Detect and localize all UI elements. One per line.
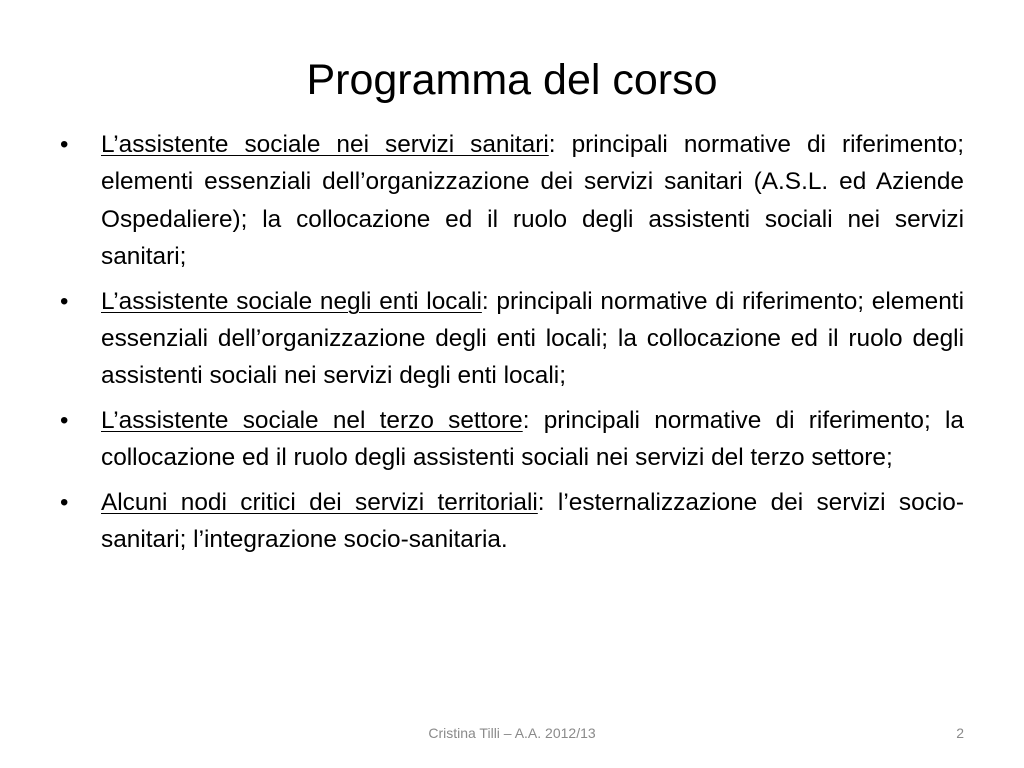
bullet-item (60, 402, 964, 477)
bullet-heading: L’assistente sociale nei servizi sanitari (101, 131, 549, 158)
bullet-heading: Alcuni nodi critici dei servizi territoriali (101, 488, 538, 516)
bullet-heading: L’assistente sociale nel terzo settore (101, 406, 523, 434)
bullet-heading: L’assistente sociale negli enti locali (101, 287, 482, 315)
bullet-text: l’esternalizzazione dei servizi socio-sanitari; l’integrazione socio-sanitaria. (101, 488, 964, 554)
bullet-separator: : (522, 406, 530, 434)
bullet-separator: : (548, 131, 556, 158)
bullet-icon: • (60, 488, 69, 516)
bullet-list (60, 126, 964, 565)
bullet-icon: • (60, 406, 69, 434)
bullet-item (60, 484, 964, 559)
slide-title: Programma del corso (306, 56, 718, 104)
bullet-text: principali normative di riferimento; la collocazione ed il ruolo degli assistenti sociali nei servizi del terzo settore; (101, 406, 965, 472)
footer-author: Cristina Tilli – A.A. 2012/13 (428, 725, 596, 741)
bullet-item (60, 126, 964, 276)
bullet-icon: • (60, 131, 69, 158)
bullet-separator: : (537, 488, 545, 516)
footer-page-number: 2 (956, 725, 964, 741)
bullet-icon: • (60, 287, 69, 315)
bullet-separator: : (481, 287, 489, 315)
bullet-text: principali normative di riferimento; elementi essenziali dell’organizzazione degli enti locali; la collocazione ed il ruolo degli assistenti sociali nei servizi degli enti locali; (101, 287, 964, 390)
bullet-item (60, 283, 964, 395)
bullet-text: principali normative di riferimento; elementi essenziali dell’organizzazione dei servizi sanitari (A.S.L. ed Aziende Ospedaliere); la collocazione ed il ruolo degli assistenti sociali nei servizi sanitari; (101, 131, 964, 271)
